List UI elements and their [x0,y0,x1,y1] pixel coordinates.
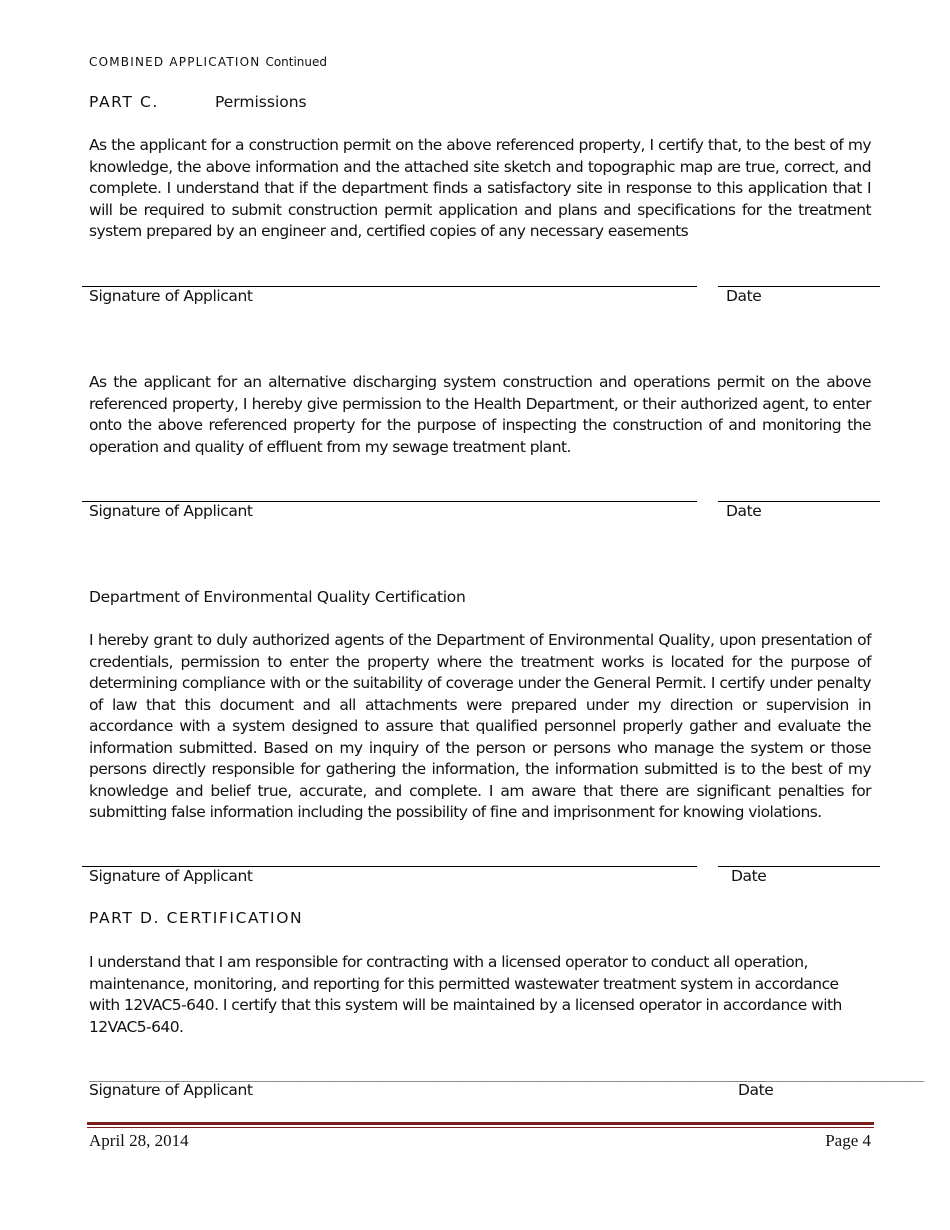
part-c-label: PART C. [89,93,159,111]
date-label-4: Date [738,1081,774,1099]
part-d-heading: PART D. CERTIFICATION [89,909,304,927]
date-line-4[interactable]: ________________________________ [727,1068,923,1082]
date-label-1: Date [726,287,762,305]
footer-rule [87,1122,874,1125]
footer-date: April 28, 2014 [89,1131,189,1150]
page-number: Page 4 [825,1131,871,1150]
part-c-title: Permissions [214,93,307,111]
deq-certification-heading: Department of Environmental Quality Certification [89,588,466,606]
construction-permit-certification-text: As the applicant for a construction permit on the above referenced property, I certify that, to the best of my knowledge, the above information and the attached site sketch and topographic map are true, correct, and complete. I understand that if the department finds a satisfactory site in response to this application that I will be required to submit construction permit application and plans and specifications for the treatment system prepared by an engineer and, certified copies of any necessary easements [89,136,871,240]
inspection-permission-text: As the applicant for an alternative discharging system construction and operations permit on the above referenced property, I hereby give permission to the Health Department, or their authorized agent, to enter onto the above referenced property for the purpose of inspecting the construction of and monitoring the operation and quality of effluent from my sewage treatment plant. [89,373,871,456]
signature-label-4: Signature of Applicant [89,1081,253,1099]
header-continued: Continued [265,55,328,69]
header-title: COMBINED APPLICATION [89,55,261,69]
signature-label-3: Signature of Applicant [89,867,253,885]
date-label-2: Date [726,502,762,520]
operator-certification-text: I understand that I am responsible for contracting with a licensed operator to conduct all operation, maintenance, monitoring, and reporting for this permitted wastewater treatment system in accordance with 12VAC5-640. I certify that this system will be maintained by a licensed operator in accordance with 12VAC5-640. [89,953,842,1036]
date-label-3: Date [731,867,767,885]
signature-line-4[interactable]: ______________________________________________________________________________________________________________ [89,1068,763,1082]
signature-label-2: Signature of Applicant [89,502,253,520]
footer-rule-thin [87,1127,874,1128]
part-c-heading [89,93,307,111]
deq-certification-text: I hereby grant to duly authorized agents of the Department of Environmental Quality, upon presentation of credentials, permission to enter the property where the treatment works is located for the purpose of determining compliance with or the suitability of coverage under the General Permit. I certify under penalty of law that this document and all attachments were prepared under my direction or supervision in accordance with a system designed to assure that qualified personnel properly gather and evaluate the information submitted. Based on my inquiry of the person or persons who manage the system or those persons directly responsible for gathering the information, the information submitted is to the best of my knowledge and belief true, accurate, and complete. I am aware that there are significant penalties for submitting false information including the possibility of fine and imprisonment for knowing violations. [89,631,871,821]
running-header [89,55,327,69]
signature-label-1: Signature of Applicant [89,287,253,305]
